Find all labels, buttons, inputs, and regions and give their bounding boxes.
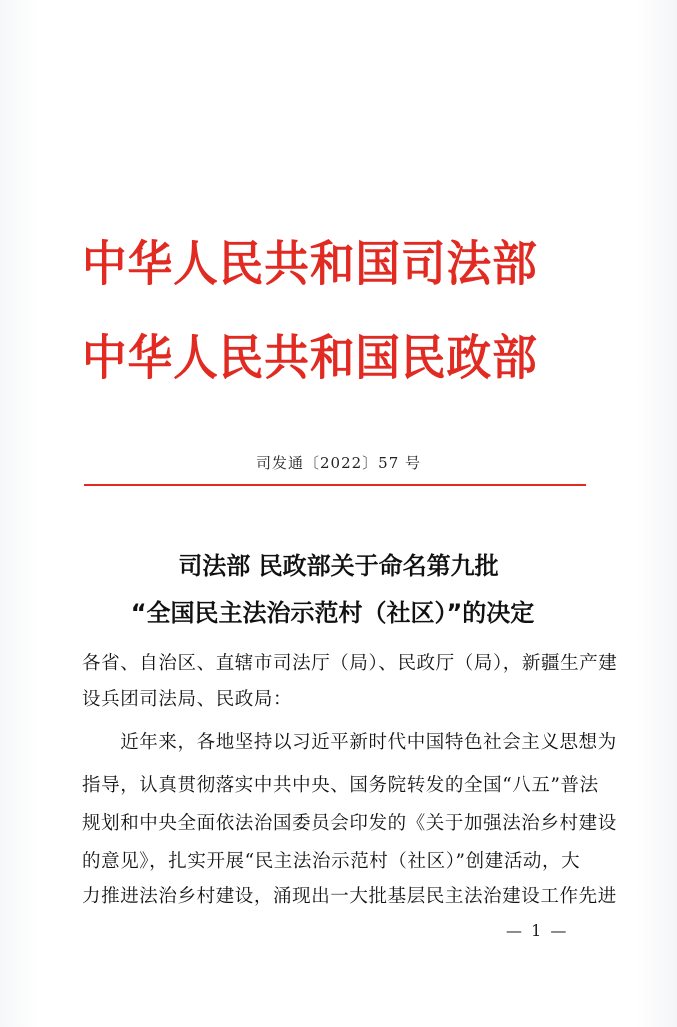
- body-line: 近年来，各地坚持以习近平新时代中国特色社会主义思想为: [82, 732, 617, 753]
- page-number: — 1 —: [506, 921, 569, 940]
- body-line: 各省、自治区、直辖市司法厅（局）、民政厅（局），新疆生产建: [82, 653, 618, 674]
- body-line: 力推进法治乡村建设，涌现出一大批基层民主法治建设工作先进: [82, 886, 617, 907]
- body-line: 指导，认真贯彻落实中共中央、国务院转发的全国“八五”普法: [82, 775, 599, 796]
- body-line: 设兵团司法局、民政局：: [82, 689, 293, 710]
- document-title-line2: “全国民主法治示范村（社区）”的决定: [130, 599, 535, 627]
- document-title-line1: 司法部 民政部关于命名第九批: [178, 552, 499, 580]
- red-divider-line: [84, 484, 586, 486]
- issuer-ministry-of-justice: 中华人民共和国司法部: [82, 236, 538, 292]
- issuer-ministry-of-civil-affairs: 中华人民共和国民政部: [82, 330, 538, 386]
- body-line: 的意见》，扎实开展“民主法治示范村（社区）”创建活动，大: [82, 851, 581, 872]
- document-number: 司发通〔2022〕57 号: [255, 454, 422, 472]
- body-line: 规划和中央全面依法治国委员会印发的《关于加强法治乡村建设: [82, 813, 617, 834]
